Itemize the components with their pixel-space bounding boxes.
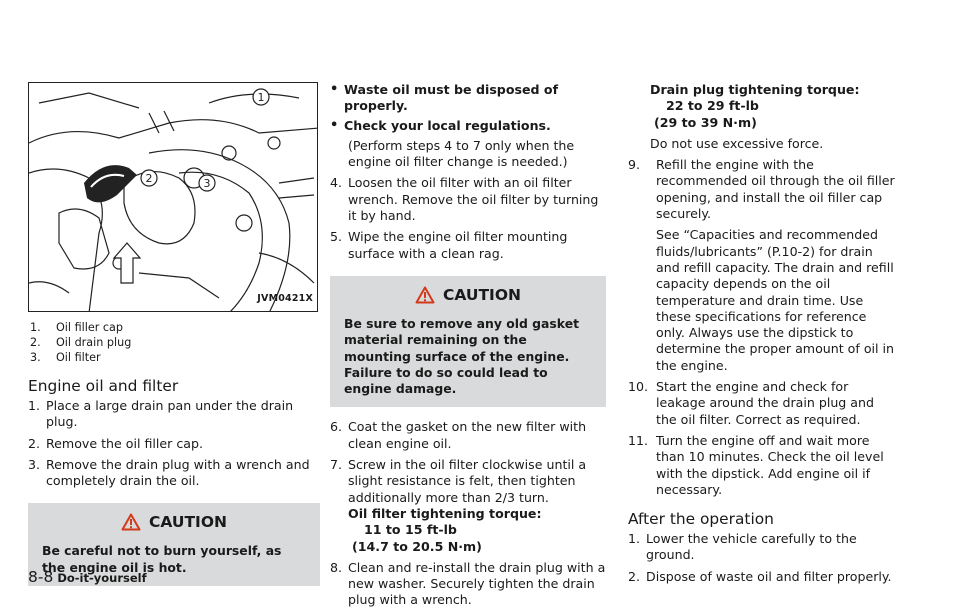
torque-label: Oil filter tightening torque:: [348, 505, 542, 521]
caution-text: Be careful not to burn yourself, as the engine oil is hot.: [42, 543, 282, 575]
bullet-item: • Waste oil must be disposed of properly.: [330, 82, 559, 114]
note-text: (Perform steps 4 to 7 only when the engine oil filter change is needed.): [348, 137, 575, 170]
step-item: 10. Start the engine and check for leakage around the drain plug and the oil filter. Correct as required.: [628, 379, 874, 427]
warning-icon: [415, 286, 435, 304]
note-text: See “Capacities and recommended fluids/lubricants” (P.10-2) for drain and refill capacity. The drain and refill capacity depends on the oil temperature and drain time. Use these specifications for reference only. Always use the dipstick to determine the proper amount of oil in the engine.: [656, 227, 895, 373]
middle-column: [330, 82, 606, 614]
section-heading: Engine oil and filter: [28, 377, 179, 395]
torque-value-metric: (29 to 39 N·m): [654, 114, 757, 130]
step-item: 9. Refill the engine with the recommended oil through the oil filler opening, and install the oil filler cap securely. See “Capacities and recommended fluids/lubricants” (P.10-2) for drain and refill capacity. The drain and refill capacity depends on the oil temperature and drain time. Use these specifications for reference only. Always use the dipstick to determine the proper amount of oil in the engine.: [628, 157, 898, 374]
figure-code: JVM0421X: [257, 292, 313, 304]
caution-title: CAUTION: [443, 285, 521, 304]
step-item: 2. Dispose of waste oil and filter properly.: [628, 568, 892, 584]
page-number: 8-8: [28, 568, 54, 586]
caution-title: CAUTION: [149, 513, 227, 532]
figure-callout: 3: [203, 177, 211, 190]
figure-captions: [28, 320, 320, 365]
step-item: 6. Coat the gasket on the new filter with clean engine oil.: [330, 419, 587, 451]
step-item: 8. Clean and re-install the drain plug with a new washer. Securely tighten the drain plug with a wrench.: [330, 559, 606, 608]
caption-item: 2. Oil drain plug: [30, 336, 132, 349]
step-item: 2. Remove the oil filler cap.: [28, 435, 203, 451]
torque-value-metric: (14.7 to 20.5 N·m): [352, 538, 482, 554]
right-column: [628, 82, 898, 590]
engine-illustration: [29, 83, 318, 312]
page-footer: [28, 568, 147, 586]
figure-callout: 2: [145, 172, 153, 185]
step-item: 4. Loosen the oil filter with an oil filter wrench. Remove the oil filter by turning it by hand.: [330, 175, 599, 224]
section-heading: After the operation: [628, 510, 774, 529]
step-item: 1. Lower the vehicle carefully to the ground.: [628, 531, 857, 563]
torque-value: 11 to 15 ft-lb: [364, 522, 457, 538]
note-text: Do not use excessive force.: [650, 135, 824, 151]
engine-figure: [28, 82, 318, 312]
warning-icon: [121, 513, 141, 531]
step-item: 11. Turn the engine off and wait more than 10 minutes. Check the oil level with the dipstick. Add engine oil if necessary.: [628, 432, 884, 497]
step-item: 7. Screw in the oil filter clockwise until a slight resistance is felt, then tighten additionally more than 2/3 turn. Oil filter tightening torque: 11 to 15 ft-lb (14.7 to 20.5 N·m): [330, 457, 606, 555]
torque-value: 22 to 29 ft-lb: [666, 98, 759, 114]
step-item: 1. Place a large drain pan under the drain plug.: [28, 398, 294, 430]
figure-callout: 1: [257, 91, 265, 104]
left-column: [28, 82, 320, 598]
caution-box: [330, 276, 606, 407]
caption-item: 1. Oil filler cap: [30, 321, 123, 334]
torque-label: Drain plug tightening torque:: [650, 82, 860, 97]
step-item: 3. Remove the drain plug with a wrench and completely drain the oil.: [28, 456, 310, 489]
caution-text: Be sure to remove any old gasket material remaining on the mounting surface of the engine. Failure to do so could lead to engine damage.: [344, 315, 580, 397]
section-title: Do-it-yourself: [57, 571, 147, 585]
step-item: 5. Wipe the engine oil filter mounting surface with a clean rag.: [330, 229, 568, 261]
bullet-item: • Check your local regulations.: [330, 117, 551, 133]
caption-item: 3. Oil filter: [30, 351, 101, 364]
